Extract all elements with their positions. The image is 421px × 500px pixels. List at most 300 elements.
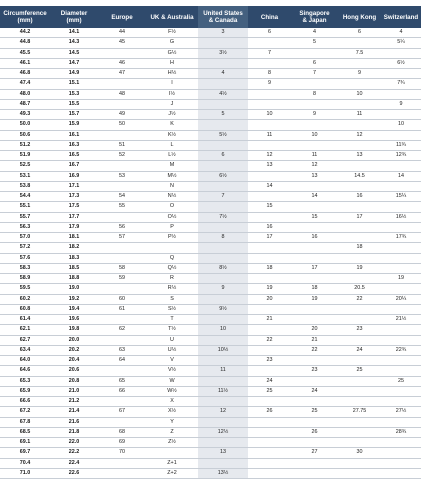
table-cell: 12½ [198, 427, 248, 437]
table-row [0, 69, 421, 79]
table-cell [198, 458, 248, 468]
table-cell: 17.7 [50, 212, 98, 222]
table-cell [146, 448, 198, 458]
table-cell [381, 181, 421, 191]
table-cell: 44.8 [0, 38, 50, 48]
table-row [0, 386, 421, 396]
table-cell [381, 386, 421, 396]
table-cell [98, 212, 146, 222]
table-cell: 66 [98, 386, 146, 396]
table-cell [381, 335, 421, 345]
table-cell: 18 [291, 284, 338, 294]
table-cell [98, 181, 146, 191]
table-cell [381, 468, 421, 478]
table-cell: 45 [98, 38, 146, 48]
table-cell [198, 161, 248, 171]
table-cell: 4 [291, 28, 338, 38]
table-cell: 17 [291, 263, 338, 273]
table-cell [248, 253, 291, 263]
table-cell: 25 [291, 407, 338, 417]
table-cell: 60 [98, 294, 146, 304]
table-cell [291, 417, 338, 427]
table-cell: 58 [98, 263, 146, 273]
table-cell [338, 253, 381, 263]
table-cell [248, 427, 291, 437]
table-row [0, 448, 421, 458]
table-row [0, 161, 421, 171]
table-cell: P [146, 222, 198, 232]
table-cell: 12 [198, 407, 248, 417]
table-cell: 70 [98, 448, 146, 458]
table-cell [338, 38, 381, 48]
table-cell: 14.7 [50, 58, 98, 68]
table-cell [198, 315, 248, 325]
header-us-canada: United States & Canada [198, 6, 248, 28]
table-cell: 48.7 [0, 99, 50, 109]
table-cell: 53.1 [0, 171, 50, 181]
header-diameter: Diameter (mm) [50, 6, 98, 28]
table-cell [338, 315, 381, 325]
header-switzerland: Switzerland [381, 6, 421, 28]
table-cell: 51 [98, 140, 146, 150]
table-cell [381, 417, 421, 427]
header-europe: Europe [98, 6, 146, 28]
table-cell: 16 [248, 222, 291, 232]
table-cell [98, 243, 146, 253]
table-row [0, 38, 421, 48]
table-cell: 52.5 [0, 161, 50, 171]
table-cell [338, 376, 381, 386]
table-cell: 65 [98, 376, 146, 386]
table-cell [98, 161, 146, 171]
table-cell: 11½ [198, 386, 248, 396]
table-row [0, 243, 421, 253]
table-cell [198, 202, 248, 212]
table-cell [381, 253, 421, 263]
table-cell: 14.1 [50, 28, 98, 38]
table-cell [248, 438, 291, 448]
table-cell: 17 [248, 233, 291, 243]
table-cell [338, 181, 381, 191]
table-row [0, 468, 421, 478]
table-cell: 5 [291, 38, 338, 48]
table-row [0, 366, 421, 376]
table-cell: 14 [381, 171, 421, 181]
table-cell: 25 [381, 376, 421, 386]
table-cell: 19.6 [50, 315, 98, 325]
table-cell: 19.4 [50, 304, 98, 314]
table-cell: 67 [98, 407, 146, 417]
table-cell: 16.3 [50, 140, 98, 150]
table-cell: 16.7 [50, 161, 98, 171]
table-cell [198, 274, 248, 284]
table-cell: R½ [146, 284, 198, 294]
table-cell: T [146, 315, 198, 325]
table-cell: 23 [338, 325, 381, 335]
table-cell [198, 181, 248, 191]
table-cell: 24 [248, 376, 291, 386]
table-cell: 12 [248, 151, 291, 161]
table-cell [381, 458, 421, 468]
table-cell [381, 366, 421, 376]
table-cell [248, 171, 291, 181]
table-cell: Z½ [146, 438, 198, 448]
table-cell [98, 253, 146, 263]
table-cell: 12 [338, 130, 381, 140]
table-cell: 22.4 [50, 458, 98, 468]
table-cell: K [146, 120, 198, 130]
table-cell [248, 417, 291, 427]
table-cell: 22.6 [50, 468, 98, 478]
table-cell: 15 [291, 212, 338, 222]
table-cell: 19 [248, 284, 291, 294]
table-cell: 15.9 [50, 120, 98, 130]
table-cell: S½ [146, 304, 198, 314]
table-cell: 54.4 [0, 192, 50, 202]
table-cell: 53.8 [0, 181, 50, 191]
table-cell: T½ [146, 325, 198, 335]
table-cell: 9 [381, 99, 421, 109]
table-cell: Z+1 [146, 458, 198, 468]
table-cell: 6 [198, 151, 248, 161]
table-cell: J½ [146, 110, 198, 120]
table-cell [381, 222, 421, 232]
table-cell: G½ [146, 48, 198, 58]
table-cell: U½ [146, 345, 198, 355]
table-cell: 8 [291, 89, 338, 99]
table-cell: 50 [98, 120, 146, 130]
table-row [0, 222, 421, 232]
table-cell: X½ [146, 407, 198, 417]
table-cell: H [146, 58, 198, 68]
table-cell: 11 [291, 151, 338, 161]
table-row [0, 427, 421, 437]
table-cell: Q [146, 253, 198, 263]
table-cell [248, 468, 291, 478]
table-cell: 7 [291, 69, 338, 79]
table-cell: 21.4 [50, 407, 98, 417]
table-row [0, 130, 421, 140]
table-cell [98, 315, 146, 325]
table-cell: 20 [291, 325, 338, 335]
table-cell: 47.4 [0, 79, 50, 89]
table-cell [198, 58, 248, 68]
table-cell [291, 438, 338, 448]
table-cell [198, 438, 248, 448]
table-cell [381, 356, 421, 366]
table-cell: 47 [98, 69, 146, 79]
table-cell [338, 386, 381, 396]
table-cell [198, 356, 248, 366]
table-cell: 53 [98, 171, 146, 181]
table-cell: 64.0 [0, 356, 50, 366]
table-cell [248, 99, 291, 109]
table-cell [198, 222, 248, 232]
table-cell: W [146, 376, 198, 386]
table-cell [248, 243, 291, 253]
table-cell: 9 [291, 110, 338, 120]
table-cell [338, 222, 381, 232]
table-cell [248, 89, 291, 99]
table-cell [291, 397, 338, 407]
table-cell [248, 120, 291, 130]
table-cell [381, 243, 421, 253]
table-cell: 69.1 [0, 438, 50, 448]
table-cell [198, 376, 248, 386]
table-cell: 11 [338, 110, 381, 120]
table-cell: 12 [291, 161, 338, 171]
table-cell: 49.3 [0, 110, 50, 120]
table-cell [381, 89, 421, 99]
table-cell: 18.8 [50, 274, 98, 284]
table-row [0, 345, 421, 355]
table-row [0, 233, 421, 243]
table-cell [338, 58, 381, 68]
table-cell: 8 [198, 233, 248, 243]
table-row [0, 28, 421, 38]
header-row [0, 6, 421, 28]
table-cell: 51.2 [0, 140, 50, 150]
table-cell: 13 [198, 448, 248, 458]
table-cell: 52 [98, 151, 146, 161]
table-cell [338, 397, 381, 407]
table-cell: N½ [146, 192, 198, 202]
table-cell [198, 294, 248, 304]
table-cell: K½ [146, 130, 198, 140]
table-cell: 14.5 [50, 48, 98, 58]
table-row [0, 212, 421, 222]
table-cell [98, 366, 146, 376]
table-cell: 67.2 [0, 407, 50, 417]
table-cell [291, 79, 338, 89]
table-cell: 23 [248, 356, 291, 366]
table-row [0, 120, 421, 130]
table-cell: 20 [248, 294, 291, 304]
table-cell: 22 [248, 335, 291, 345]
table-cell [381, 304, 421, 314]
table-cell: W½ [146, 386, 198, 396]
table-cell: R [146, 274, 198, 284]
table-cell: S [146, 294, 198, 304]
table-row [0, 274, 421, 284]
table-cell: 30 [338, 448, 381, 458]
table-cell: 16 [338, 192, 381, 202]
table-cell [98, 48, 146, 58]
table-cell: 15.7 [50, 110, 98, 120]
table-cell: 24 [291, 386, 338, 396]
table-cell [291, 253, 338, 263]
table-row [0, 417, 421, 427]
table-row [0, 89, 421, 99]
table-cell [198, 253, 248, 263]
table-cell: 19 [381, 274, 421, 284]
table-cell: 22.0 [50, 438, 98, 448]
table-cell: 48.0 [0, 89, 50, 99]
table-cell [381, 448, 421, 458]
header-hong-kong: Hong Kong [338, 6, 381, 28]
table-cell: 57.0 [0, 233, 50, 243]
table-row [0, 253, 421, 263]
table-cell: O [146, 202, 198, 212]
table-cell: 3 [198, 28, 248, 38]
table-cell [381, 284, 421, 294]
table-cell [248, 140, 291, 150]
table-cell [98, 335, 146, 345]
table-cell: 51.9 [0, 151, 50, 161]
table-cell: 14 [248, 181, 291, 191]
table-cell: 20¼ [381, 294, 421, 304]
table-cell [98, 99, 146, 109]
table-row [0, 79, 421, 89]
table-cell: 20.0 [50, 335, 98, 345]
table-cell: 15.3 [50, 89, 98, 99]
table-cell: 20.2 [50, 345, 98, 355]
table-cell: 26 [291, 427, 338, 437]
table-cell [291, 120, 338, 130]
table-row [0, 58, 421, 68]
table-cell [291, 304, 338, 314]
table-cell: 18.3 [50, 253, 98, 263]
table-cell: 15¼ [381, 192, 421, 202]
table-cell: 14.3 [50, 38, 98, 48]
table-cell: 71.0 [0, 468, 50, 478]
table-cell [198, 140, 248, 150]
table-cell: 21.2 [50, 397, 98, 407]
table-cell: 57.2 [0, 243, 50, 253]
table-cell: X [146, 397, 198, 407]
table-row [0, 48, 421, 58]
table-cell: 4 [381, 28, 421, 38]
table-cell: 57 [98, 233, 146, 243]
table-cell: 61.4 [0, 315, 50, 325]
table-cell: 19 [338, 263, 381, 273]
table-cell: 5¼ [381, 38, 421, 48]
table-cell: L½ [146, 151, 198, 161]
table-cell: 62 [98, 325, 146, 335]
table-cell [146, 243, 198, 253]
table-cell: 55.1 [0, 202, 50, 212]
table-cell [291, 140, 338, 150]
table-cell: P½ [146, 233, 198, 243]
table-cell: 13 [291, 171, 338, 181]
table-cell: 20.5 [338, 284, 381, 294]
table-cell: 10 [248, 110, 291, 120]
table-cell: 21.0 [50, 386, 98, 396]
table-cell: 59.5 [0, 284, 50, 294]
table-cell: 14.9 [50, 69, 98, 79]
table-cell [198, 243, 248, 253]
table-cell: 61 [98, 304, 146, 314]
table-cell [98, 397, 146, 407]
table-cell [291, 222, 338, 232]
table-cell: 56 [98, 222, 146, 232]
table-cell [338, 120, 381, 130]
table-cell [248, 325, 291, 335]
table-cell [291, 202, 338, 212]
table-cell: 21½ [381, 315, 421, 325]
header-uk-australia: UK & Australia [146, 6, 198, 28]
table-cell: 16.1 [50, 130, 98, 140]
table-cell: 9 [198, 284, 248, 294]
table-cell [198, 38, 248, 48]
table-cell: 9 [248, 79, 291, 89]
table-cell [291, 181, 338, 191]
table-cell: 57.6 [0, 253, 50, 263]
table-cell: 16½ [381, 212, 421, 222]
table-cell: 22¾ [381, 345, 421, 355]
table-cell: 17 [338, 212, 381, 222]
table-cell: 5 [198, 110, 248, 120]
table-cell: N [146, 181, 198, 191]
table-cell: 64.6 [0, 366, 50, 376]
table-cell: 13 [248, 161, 291, 171]
table-cell: 19.8 [50, 325, 98, 335]
table-cell: 9½ [198, 304, 248, 314]
table-cell: 21.6 [50, 417, 98, 427]
table-cell: 45.5 [0, 48, 50, 58]
table-cell [198, 99, 248, 109]
table-cell: 46.1 [0, 58, 50, 68]
table-cell [248, 192, 291, 202]
table-body [0, 28, 421, 479]
table-cell [291, 315, 338, 325]
table-cell [338, 79, 381, 89]
table-cell [248, 212, 291, 222]
table-cell: 4 [198, 69, 248, 79]
table-cell: 7½ [198, 212, 248, 222]
table-cell: 20.8 [50, 376, 98, 386]
table-cell: 11¾ [381, 140, 421, 150]
table-row [0, 202, 421, 212]
table-row [0, 376, 421, 386]
table-cell [338, 161, 381, 171]
table-cell [291, 458, 338, 468]
table-cell: O½ [146, 212, 198, 222]
table-cell: Z [146, 427, 198, 437]
table-cell: 7 [248, 48, 291, 58]
table-cell: 54 [98, 192, 146, 202]
table-cell: 3½ [198, 48, 248, 58]
table-cell: U [146, 335, 198, 345]
table-cell [248, 397, 291, 407]
table-cell: 59 [98, 274, 146, 284]
table-cell: V [146, 356, 198, 366]
table-cell: 11 [198, 366, 248, 376]
table-cell [291, 99, 338, 109]
table-cell: 17.9 [50, 222, 98, 232]
table-cell: 10 [338, 89, 381, 99]
table-cell [248, 448, 291, 458]
table-cell [98, 284, 146, 294]
table-cell [98, 468, 146, 478]
table-cell [248, 345, 291, 355]
table-cell [338, 274, 381, 284]
table-cell [381, 202, 421, 212]
table-cell: 17¾ [381, 233, 421, 243]
table-cell: V½ [146, 366, 198, 376]
table-cell: 10 [291, 130, 338, 140]
table-cell: 18.1 [50, 233, 98, 243]
table-cell [198, 397, 248, 407]
table-cell: H½ [146, 69, 198, 79]
table-cell: 55.7 [0, 212, 50, 222]
table-cell: 27.75 [338, 407, 381, 417]
table-cell: 24 [338, 345, 381, 355]
table-cell: 15 [248, 202, 291, 212]
table-cell: 6 [248, 28, 291, 38]
table-cell [248, 304, 291, 314]
table-cell [381, 397, 421, 407]
